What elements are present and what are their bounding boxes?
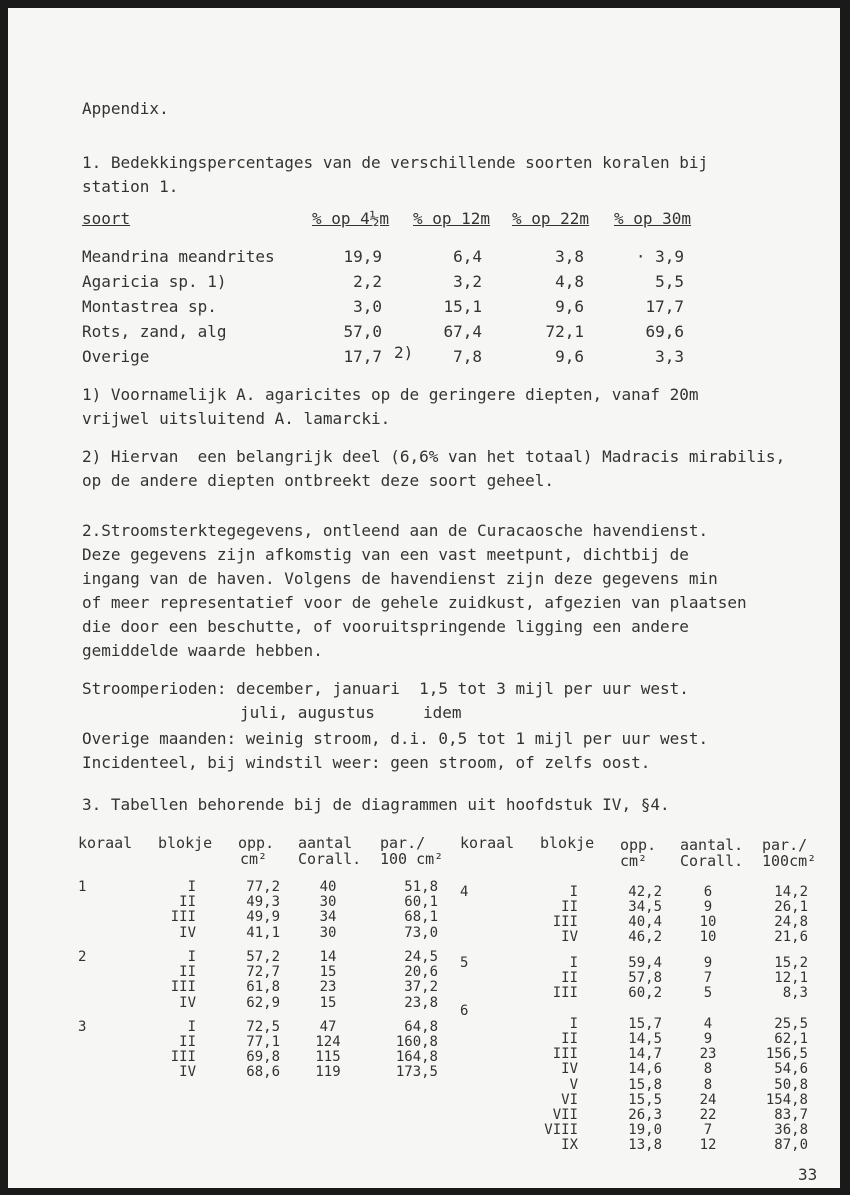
opp-cell: 14,6: [628, 1061, 662, 1078]
col-header-4m: % op 4½m: [312, 209, 390, 228]
par-cell: 68,1: [404, 909, 438, 926]
hdr-par-left: par./: [380, 834, 426, 852]
coverage-cell: · 3,9: [635, 247, 684, 266]
blokje-cell: II: [561, 970, 578, 987]
hdr-opp-left: opp.: [238, 834, 275, 852]
hdr-aantal-right: aantal.: [680, 836, 744, 854]
par-cell: 20,6: [404, 964, 438, 981]
par-cell: 64,8: [404, 1018, 438, 1035]
opp-cell: 61,8: [246, 979, 280, 996]
other-months-line: Overige maanden: weinig stroom, d.i. 0,5 tot 1 mijl per uur west.: [82, 729, 709, 748]
opp-cell: 60,2: [628, 985, 662, 1002]
aantal-cell: 8: [703, 1061, 713, 1078]
aantal-cell: 9: [703, 1031, 713, 1047]
note2-line2: op de andere diepten ontbreekt deze soort geheel.: [82, 471, 555, 490]
aantal-cell: 9: [703, 955, 713, 971]
blokje-cell: I: [187, 1018, 196, 1035]
par-cell: 25,5: [774, 1015, 808, 1032]
section2-line-6: gemiddelde waarde hebben.: [82, 641, 323, 660]
aantal-cell: 10: [699, 913, 717, 930]
par-cell: 164,8: [395, 1049, 438, 1066]
opp-cell: 72,5: [246, 1018, 280, 1035]
aantal-cell: 9: [703, 898, 713, 915]
coverage-cell: 3,8: [555, 247, 584, 266]
opp-cell: 19,0: [628, 1122, 662, 1139]
par-cell: 154,8: [765, 1091, 808, 1108]
coverage-cell: 2,2: [353, 272, 382, 291]
hdr-corall-right: Corall.: [680, 852, 744, 870]
aantal-cell: 124: [315, 1034, 341, 1051]
koraal-number: 4: [460, 883, 469, 900]
par-cell: 15,2: [774, 955, 808, 971]
par-cell: 21,6: [774, 929, 808, 946]
hdr-opp-unit-left: cm²: [240, 850, 268, 868]
hdr-koraal-right: koraal: [460, 834, 515, 852]
opp-cell: 13,8: [628, 1137, 662, 1154]
col-header-soort: soort: [82, 209, 131, 228]
opp-cell: 57,2: [246, 948, 280, 965]
col-header-12m: % op 12m: [413, 209, 491, 228]
coverage-cell: 4,8: [555, 272, 584, 291]
opp-cell: 14,7: [628, 1046, 662, 1063]
blokje-cell: I: [187, 948, 196, 965]
blokje-cell: V: [569, 1076, 578, 1093]
note2-line1: 2) Hiervan een belangrijk deel (6,6% van het totaal) Madracis mirabilis,: [82, 447, 786, 466]
hdr-blokje-left: blokje: [158, 834, 213, 852]
par-cell: 60,1: [404, 894, 438, 911]
aantal-cell: 15: [319, 994, 337, 1011]
opp-cell: 72,7: [246, 964, 280, 981]
document-page: [8, 8, 840, 1188]
coverage-cell: 17,7: [343, 347, 382, 366]
aantal-cell: 14: [319, 948, 337, 965]
section3-heading: 3. Tabellen behorende bij de diagrammen uit hoofdstuk IV, §4.: [82, 795, 670, 814]
aantal-cell: 30: [319, 894, 337, 911]
blokje-cell: VII: [552, 1107, 578, 1123]
coverage-cell: 6,4: [453, 247, 482, 266]
opp-cell: 59,4: [628, 955, 662, 971]
koraal-number: 3: [78, 1018, 87, 1035]
aantal-cell: 7: [703, 970, 713, 987]
opp-cell: 68,6: [246, 1064, 280, 1081]
blokje-cell: I: [187, 879, 196, 895]
par-cell: 87,0: [774, 1137, 808, 1154]
par-cell: 50,8: [774, 1076, 808, 1093]
section2-line-1: 2.Stroomsterktegegevens, ontleend aan de Curacaosche havendienst.: [82, 521, 709, 540]
blokje-cell: I: [569, 883, 578, 900]
coverage-row-label: Overige: [82, 347, 150, 366]
coverage-cell: 5,5: [655, 272, 684, 291]
blokje-cell: IV: [179, 994, 196, 1011]
par-cell: 24,5: [404, 948, 438, 965]
opp-cell: 14,5: [628, 1031, 662, 1047]
hdr-par-right: par./: [762, 836, 808, 854]
coverage-cell: 69,6: [645, 322, 684, 341]
hdr-par-unit-left: 100 cm²: [380, 850, 444, 868]
aantal-cell: 115: [315, 1049, 341, 1066]
opp-cell: 49,3: [246, 894, 280, 911]
par-cell: 23,8: [404, 994, 438, 1011]
section2-line-2: Deze gegevens zijn afkomstig van een vast meetpunt, dichtbij de: [82, 545, 689, 564]
coverage-cell: 3,0: [353, 297, 382, 316]
current-periods-line2: juli, augustus idem: [240, 703, 462, 722]
par-cell: 73,0: [404, 924, 438, 941]
blokje-cell: III: [552, 913, 578, 930]
note-marker: 2): [394, 343, 414, 362]
blokje-cell: III: [170, 909, 196, 926]
coverage-cell: 3,3: [655, 347, 684, 366]
blokje-cell: II: [179, 964, 196, 981]
blokje-cell: II: [179, 894, 196, 911]
par-cell: 54,6: [774, 1061, 808, 1078]
aantal-cell: 15: [319, 964, 337, 981]
opp-cell: 15,8: [628, 1076, 662, 1093]
blokje-cell: III: [552, 1046, 578, 1063]
aantal-cell: 22: [699, 1107, 717, 1123]
coverage-row-label: Montastrea sp.: [82, 297, 217, 316]
par-cell: 51,8: [404, 879, 438, 895]
opp-cell: 40,4: [628, 913, 662, 930]
koraal-number: 5: [460, 955, 469, 971]
par-cell: 37,2: [404, 979, 438, 996]
opp-cell: 77,1: [246, 1034, 280, 1051]
section2-line-3: ingang van de haven. Volgens de havendienst zijn deze gegevens min: [82, 569, 718, 588]
coverage-cell: 3,2: [453, 272, 482, 291]
par-cell: 83,7: [774, 1107, 808, 1123]
koraal-number: 1: [78, 879, 87, 895]
col-header-22m: % op 22m: [512, 209, 590, 228]
section1-heading-cont: station 1.: [82, 177, 179, 196]
blokje-cell: I: [569, 955, 578, 971]
opp-cell: 62,9: [246, 994, 280, 1011]
note1-line1: 1) Voornamelijk A. agaricites op de geringere diepten, vanaf 20m: [82, 385, 699, 404]
blokje-cell: IV: [561, 1061, 578, 1078]
par-cell: 36,8: [774, 1122, 808, 1139]
blokje-cell: III: [552, 985, 578, 1002]
hdr-aantal-left: aantal: [298, 834, 353, 852]
hdr-corall-left: Corall.: [298, 850, 362, 868]
opp-cell: 57,8: [628, 970, 662, 987]
aantal-cell: 47: [319, 1018, 337, 1035]
blokje-cell: III: [170, 1049, 196, 1066]
coverage-row-label: Agaricia sp. 1): [82, 272, 227, 291]
coverage-cell: 17,7: [645, 297, 684, 316]
opp-cell: 46,2: [628, 929, 662, 946]
section2-line-4: of meer representatief voor de gehele zuidkust, afgezien van plaatsen: [82, 593, 747, 612]
blokje-cell: IV: [179, 1064, 196, 1081]
par-cell: 26,1: [774, 898, 808, 915]
coverage-cell: 9,6: [555, 347, 584, 366]
coverage-row-label: Meandrina meandrites: [82, 247, 275, 266]
coverage-cell: 7,8: [453, 347, 482, 366]
blokje-cell: II: [179, 1034, 196, 1051]
par-cell: 12,1: [774, 970, 808, 987]
aantal-cell: 24: [699, 1091, 717, 1108]
blokje-cell: II: [561, 898, 578, 915]
hdr-opp-right: opp.: [620, 836, 657, 854]
opp-cell: 34,5: [628, 898, 662, 915]
aantal-cell: 34: [319, 909, 337, 926]
aantal-cell: 8: [703, 1076, 713, 1093]
hdr-blokje-right: blokje: [540, 834, 595, 852]
aantal-cell: 10: [699, 929, 717, 946]
section2-line-5: die door een beschutte, of vooruitspringende ligging een andere: [82, 617, 689, 636]
koraal-number: 6: [460, 1002, 469, 1019]
aantal-cell: 6: [703, 883, 713, 900]
blokje-cell: II: [561, 1031, 578, 1047]
section1-heading: 1. Bedekkingspercentages van de verschillende soorten koralen bij: [82, 153, 709, 172]
par-cell: 8,3: [782, 985, 808, 1002]
koraal-number: 2: [78, 948, 87, 965]
incidental-line: Incidenteel, bij windstil weer: geen stroom, of zelfs oost.: [82, 753, 651, 772]
current-periods-line: Stroomperioden: december, januari 1,5 tot 3 mijl per uur west.: [82, 679, 689, 698]
appendix-title: Appendix.: [82, 99, 169, 118]
coverage-row-label: Rots, zand, alg: [82, 322, 227, 341]
note1-line2: vrijwel uitsluitend A. lamarcki.: [82, 409, 391, 428]
coverage-cell: 15,1: [443, 297, 482, 316]
coverage-cell: 57,0: [343, 322, 382, 341]
blokje-cell: IV: [179, 924, 196, 941]
opp-cell: 26,3: [628, 1107, 662, 1123]
coverage-cell: 72,1: [545, 322, 584, 341]
blokje-cell: VIII: [544, 1122, 578, 1139]
aantal-cell: 4: [703, 1015, 713, 1032]
aantal-cell: 12: [699, 1137, 717, 1154]
blokje-cell: I: [569, 1015, 578, 1032]
hdr-koraal-left: koraal: [78, 834, 133, 852]
page-number: 33: [798, 1165, 818, 1184]
opp-cell: 69,8: [246, 1049, 280, 1066]
opp-cell: 42,2: [628, 883, 662, 900]
par-cell: 156,5: [765, 1046, 808, 1063]
opp-cell: 15,7: [628, 1015, 662, 1032]
blokje-cell: IX: [561, 1137, 578, 1154]
par-cell: 62,1: [774, 1031, 808, 1047]
hdr-opp-unit-right: cm²: [620, 852, 648, 870]
hdr-par-unit-right: 100cm²: [762, 852, 817, 870]
aantal-cell: 5: [703, 985, 713, 1002]
coverage-cell: 67,4: [443, 322, 482, 341]
opp-cell: 49,9: [246, 909, 280, 926]
opp-cell: 77,2: [246, 879, 280, 895]
opp-cell: 15,5: [628, 1091, 662, 1108]
opp-cell: 41,1: [246, 924, 280, 941]
aantal-cell: 119: [315, 1064, 341, 1081]
aantal-cell: 23: [699, 1046, 717, 1063]
blokje-cell: VI: [561, 1091, 578, 1108]
aantal-cell: 23: [319, 979, 337, 996]
coverage-cell: 9,6: [555, 297, 584, 316]
aantal-cell: 7: [703, 1122, 713, 1139]
par-cell: 24,8: [774, 913, 808, 930]
blokje-cell: III: [170, 979, 196, 996]
aantal-cell: 30: [319, 924, 337, 941]
col-header-30m: % op 30m: [614, 209, 692, 228]
coverage-cell: 19,9: [343, 247, 382, 266]
blokje-cell: IV: [561, 929, 578, 946]
par-cell: 173,5: [395, 1064, 438, 1081]
par-cell: 14,2: [774, 883, 808, 900]
par-cell: 160,8: [395, 1034, 438, 1051]
aantal-cell: 40: [319, 879, 337, 895]
